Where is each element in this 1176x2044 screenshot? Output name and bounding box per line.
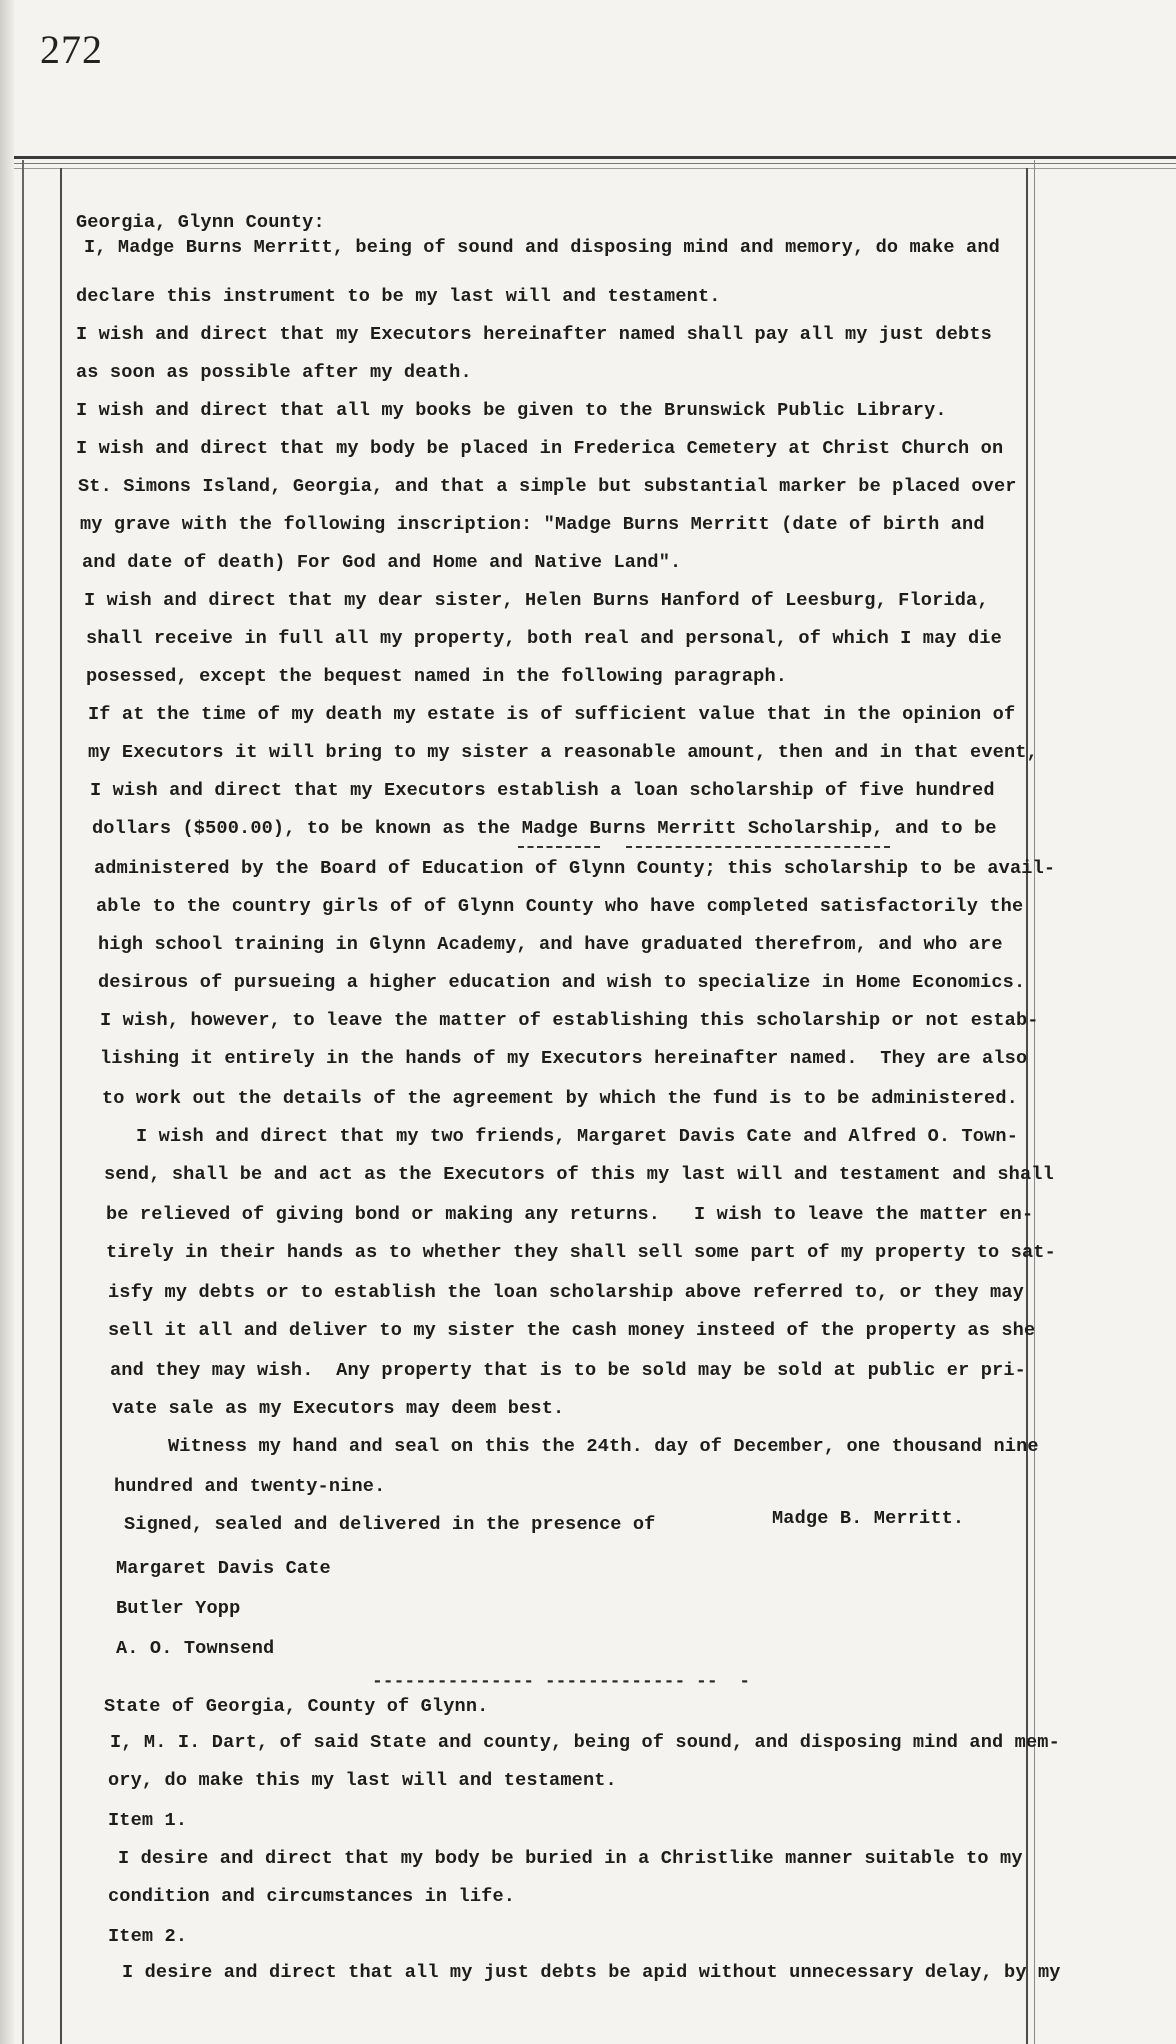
will-line: I, M. I. Dart, of said State and county, being of sound, and disposing mind and mem- bbox=[110, 1732, 1060, 1753]
witness-name: Butler Yopp bbox=[116, 1598, 241, 1619]
will-line: lishing it entirely in the hands of my Executors hereinafter named. They are also bbox=[100, 1048, 1028, 1069]
will-line: I wish and direct that all my books be given to the Brunswick Public Library. bbox=[76, 400, 947, 421]
will-line: I desire and direct that my body be buried in a Christlike manner suitable to my bbox=[118, 1848, 1023, 1869]
will-line: tirely in their hands as to whether they shall sell some part of my property to sat- bbox=[106, 1242, 1056, 1263]
will-line: my Executors it will bring to my sister a reasonable amount, then and in that event, bbox=[88, 742, 1038, 763]
will-line: and they may wish. Any property that is to be sold may be sold at public er pri- bbox=[110, 1360, 1026, 1381]
witness-name: Margaret Davis Cate bbox=[116, 1558, 331, 1579]
name-underline bbox=[518, 846, 600, 848]
will-line: desirous of pursueing a higher education and wish to specialize in Home Economics. bbox=[98, 972, 1026, 993]
page-number: 272 bbox=[40, 27, 103, 72]
item-heading: Item 1. bbox=[108, 1810, 188, 1831]
will-line: declare this instrument to be my last will and testament. bbox=[76, 286, 721, 307]
name-underline bbox=[626, 846, 890, 848]
will-line: Georgia, Glynn County: bbox=[76, 212, 325, 233]
will-line: I wish and direct that my Executors hereinafter named shall pay all my just debts bbox=[76, 324, 992, 345]
item-heading: Item 2. bbox=[108, 1926, 188, 1947]
witness-name: A. O. Townsend bbox=[116, 1638, 275, 1659]
will-line: send, shall be and act as the Executors of this my last will and testament and shall bbox=[104, 1164, 1054, 1185]
will-line: I wish and direct that my dear sister, Helen Burns Hanford of Leesburg, Florida, bbox=[84, 590, 989, 611]
will-line: shall receive in full all my property, both real and personal, of which I may die bbox=[86, 628, 1002, 649]
will-line: condition and circumstances in life. bbox=[108, 1886, 516, 1907]
will-line: sell it all and deliver to my sister the cash money insteed of the property as she bbox=[108, 1320, 1036, 1341]
will-line: If at the time of my death my estate is of sufficient value that in the opinion of bbox=[88, 704, 1016, 725]
will-line: vate sale as my Executors may deem best. bbox=[112, 1398, 565, 1419]
will-line: St. Simons Island, Georgia, and that a simple but substantial marker be placed over bbox=[78, 476, 1017, 497]
will-line: I desire and direct that all my just debts be apid without unnecessary delay, by my bbox=[122, 1962, 1061, 1983]
will-line: posessed, except the bequest named in the following paragraph. bbox=[86, 666, 788, 687]
will-line: my grave with the following inscription: "Madge Burns Merritt (date of birth and bbox=[80, 514, 985, 535]
will-line: and date of death) For God and Home and Native Land". bbox=[82, 552, 682, 573]
testator-signature: Madge B. Merritt. bbox=[772, 1508, 965, 1529]
will-line: be relieved of giving bond or making any returns. I wish to leave the matter en- bbox=[106, 1204, 1034, 1225]
will-line: administered by the Board of Education of Glynn County; this scholarship to be avail- bbox=[94, 858, 1056, 879]
will-line: I wish and direct that my body be placed in Frederica Cemetery at Christ Church on bbox=[76, 438, 1004, 459]
will-line: State of Georgia, County of Glynn. bbox=[104, 1696, 489, 1717]
will-line: to work out the details of the agreement by which the fund is to be administered. bbox=[102, 1088, 1018, 1109]
will-line: able to the country girls of of Glynn County who have completed satisfactorily the bbox=[96, 896, 1024, 917]
will-line: I wish, however, to leave the matter of establishing this scholarship or not estab- bbox=[100, 1010, 1039, 1031]
will-line: I wish and direct that my Executors establish a loan scholarship of five hundred bbox=[90, 780, 995, 801]
will-line: Witness my hand and seal on this the 24th. day of December, one thousand nine bbox=[168, 1436, 1039, 1457]
will-line: isfy my debts or to establish the loan scholarship above referred to, or they may bbox=[108, 1282, 1024, 1303]
attestation-line: Signed, sealed and delivered in the presence of bbox=[124, 1514, 656, 1535]
will-line: hundred and twenty-nine. bbox=[114, 1476, 386, 1497]
will-line: I wish and direct that my two friends, Margaret Davis Cate and Alfred O. Town- bbox=[136, 1126, 1019, 1147]
will-line: I, Madge Burns Merritt, being of sound and disposing mind and memory, do make and bbox=[84, 237, 1000, 258]
will-line: dollars ($500.00), to be known as the Madge Burns Merritt Scholarship, and to be bbox=[92, 818, 997, 839]
section-separator: --------------- ------------- -- - bbox=[372, 1672, 751, 1692]
will-line: high school training in Glynn Academy, and have graduated therefrom, and who are bbox=[98, 934, 1003, 955]
will-line: as soon as possible after my death. bbox=[76, 362, 472, 383]
will-line: ory, do make this my last will and testament. bbox=[108, 1770, 617, 1791]
